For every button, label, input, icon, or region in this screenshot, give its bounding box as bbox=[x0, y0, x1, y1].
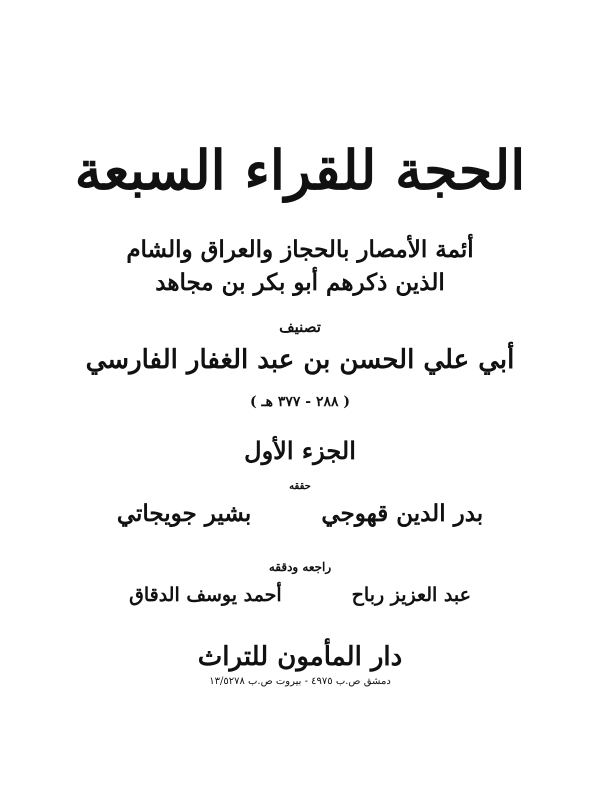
reviewers-row bbox=[0, 584, 600, 606]
editors-row bbox=[0, 500, 600, 527]
compiled-by-label: تصنيف bbox=[279, 318, 321, 336]
book-title: الحجة للقراء السبعة bbox=[74, 138, 526, 202]
reviewed-by-label: راجعه ودققه bbox=[268, 560, 332, 574]
reviewer-name: أحمد يوسف الدقاق bbox=[129, 584, 282, 606]
editor-name: بدر الدين قهوجي bbox=[321, 500, 484, 527]
volume-label: الجزء الأول bbox=[244, 436, 356, 465]
book-subtitle-line-2: الذين ذكرهم أبو بكر بن مجاهد bbox=[155, 269, 445, 296]
publisher-name: دار المأمون للتراث bbox=[197, 642, 403, 672]
reviewer-name: عبد العزيز رباح bbox=[351, 584, 471, 606]
book-subtitle-line-1: أئمة الأمصار بالحجاز والعراق والشام bbox=[126, 236, 474, 263]
author-dates: ( ٢٨٨ - ٣٧٧ هـ ) bbox=[249, 394, 351, 410]
editor-name: بشير جويجاتي bbox=[116, 500, 252, 527]
publisher-address: دمشق ص.ب ٤٩٧٥ - بيروت ص.ب ١٣/٥٢٧٨ bbox=[209, 676, 391, 687]
author-name: أبي علي الحسن بن عبد الغفار الفارسي bbox=[85, 345, 515, 375]
edited-by-label: حققه bbox=[289, 481, 311, 492]
